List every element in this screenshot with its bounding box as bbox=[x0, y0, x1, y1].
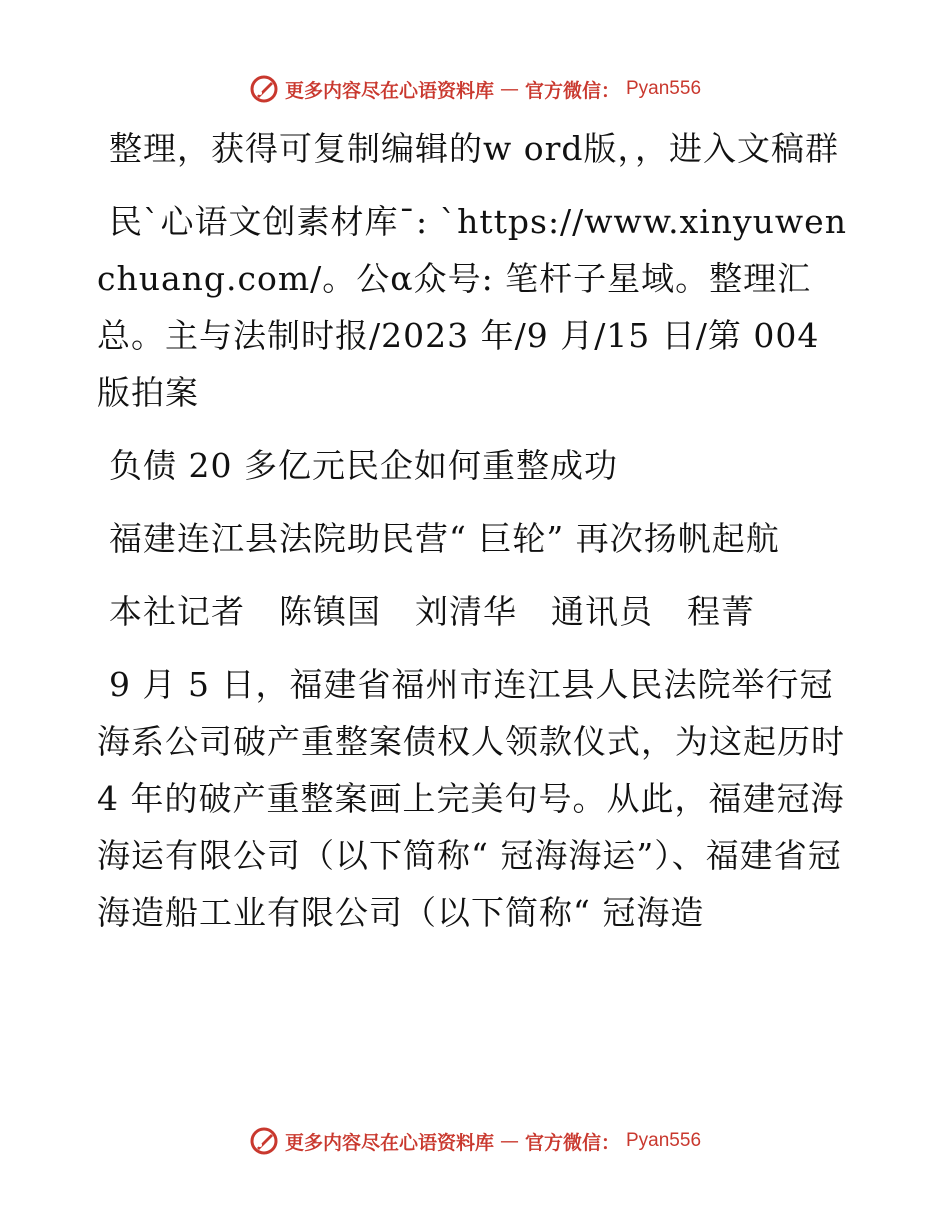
watermark-wechat-label: 官方微信： bbox=[524, 1131, 620, 1154]
watermark-dash: — bbox=[499, 1130, 519, 1152]
body-paragraph: 9 月 5 日，福建省福州市连江县人民法院举行冠海系公司破产重整案债权人领款仪式，为这起历时 4 年的破产重整案画上完美句号。从此，福建冠海海运有限公司（以下简称“ 冠海海运”）、福建省冠海造船工业有限公司（以下简称“ 冠海造 bbox=[97, 665, 845, 932]
article-headline: 负债 20 多亿元民企如何重整成功 bbox=[109, 446, 618, 485]
quill-seal-icon bbox=[249, 74, 279, 104]
watermark-site-text: 更多内容尽在心语资料库 bbox=[284, 1131, 494, 1154]
byline: 本社记者 陈镇国 刘清华 通讯员 程菁 bbox=[109, 592, 755, 631]
watermark-wechat-id: Pyan556 bbox=[626, 1130, 702, 1151]
watermark-dash: — bbox=[499, 78, 519, 100]
header-watermark bbox=[0, 72, 950, 106]
watermark-wechat-id: Pyan556 bbox=[626, 78, 702, 99]
document-body bbox=[97, 120, 857, 957]
watermark-site-text: 更多内容尽在心语资料库 bbox=[284, 79, 494, 102]
intro-line: 整理，获得可复制编辑的w ord版，，进入文稿群 bbox=[109, 129, 840, 168]
watermark-wechat-label: 官方微信： bbox=[524, 79, 620, 102]
article-subheadline: 福建连江县法院助民营“ 巨轮” 再次扬帆起航 bbox=[109, 519, 780, 558]
footer-watermark bbox=[0, 1124, 950, 1158]
quill-seal-icon bbox=[249, 1126, 279, 1156]
source-info: 民ˋ心语文创素材库¯: ˋhttps://www.xinyuwenchuang.com/。公α众号: 笔杆子星域。整理汇总。主与法制时报/2023 年/9 月/15 日/第 004 版拍案 bbox=[97, 202, 847, 412]
